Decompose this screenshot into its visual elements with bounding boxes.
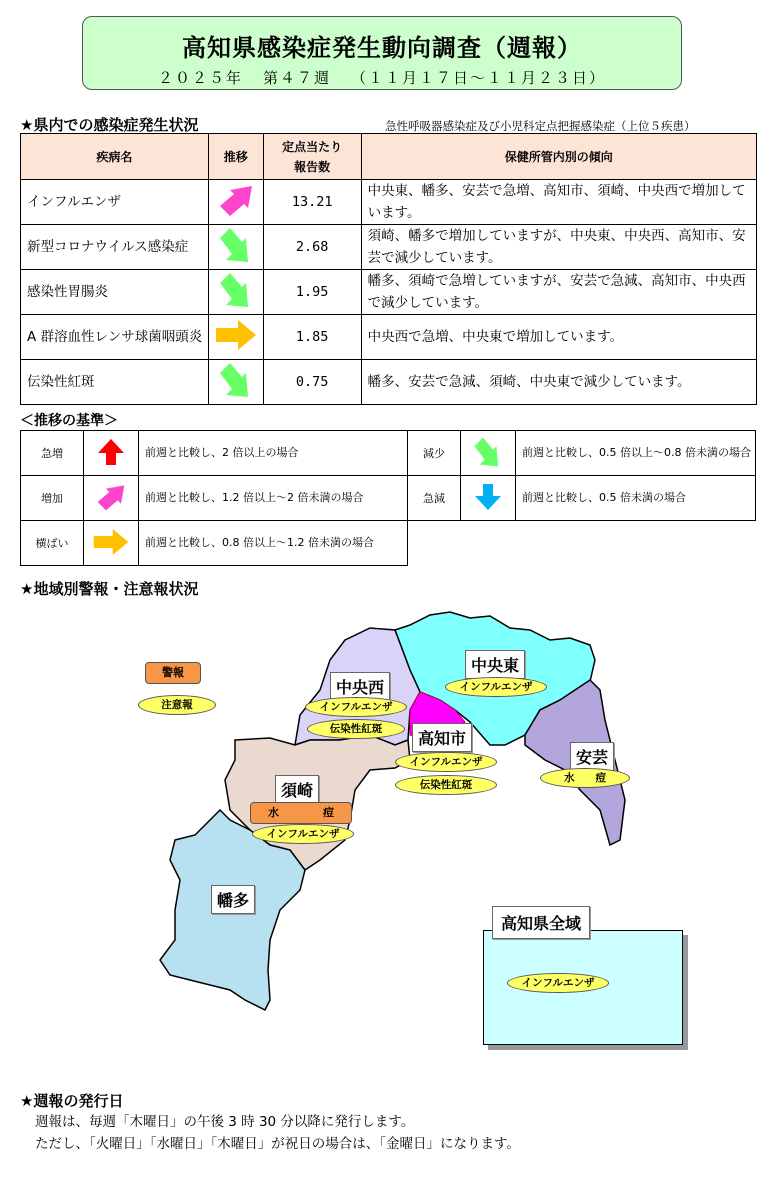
legend-warning-key: 警報 [145, 662, 201, 684]
disease-name: A 群溶血性レンサ球菌咽頭炎 [21, 315, 209, 360]
legend-desc: 前週と比較し、1.2 倍以上～2 倍未満の場合 [139, 476, 408, 521]
legend-label: 減少 [408, 431, 461, 476]
legend-label: 急減 [408, 476, 461, 521]
page-title: 高知県感染症発生動向調査（週報） [182, 34, 582, 62]
warning-badge: 水 痘 [250, 802, 352, 824]
footer-heading: ★週報の発行日 [20, 1092, 124, 1110]
outbreak-heading: ★県内での感染症発生状況 [20, 116, 199, 134]
advisory-badge: インフルエンザ [252, 824, 354, 844]
disease-name: 感染性胃腸炎 [21, 270, 209, 315]
advisory-badge: 伝染性紅斑 [395, 775, 497, 795]
outbreak-note: 急性呼吸器感染症及び小児科定点把握感染症（上位５疾患） [385, 119, 696, 133]
region-label-chuo-nishi: 中央西 [330, 672, 390, 701]
col-trend: 推移 [208, 134, 263, 180]
report-value: 1.85 [263, 315, 361, 360]
region-trend: 須崎、幡多で増加していますが、中央東、中央西、高知市、安芸で減少しています。 [361, 225, 756, 270]
legend-desc: 前週と比較し、0.5 倍以上～0.8 倍未満の場合 [516, 431, 756, 476]
advisory-badge: インフルエンザ [507, 973, 609, 993]
region-trend: 中央東、幡多、安芸で急増、高知市、須崎、中央西で増加しています。 [361, 180, 756, 225]
report-value: 13.21 [263, 180, 361, 225]
region-trend: 幡多、須崎で急増していますが、安芸で急減、高知市、中央西で減少しています。 [361, 270, 756, 315]
region-label-hata: 幡多 [211, 885, 255, 914]
advisory-badge: 水 痘 [540, 768, 630, 788]
col-disease: 疾病名 [21, 134, 209, 180]
advisory-badge: インフルエンザ [445, 677, 547, 697]
region-label-aki: 安芸 [570, 742, 614, 771]
col-value: 定点当たり 報告数 [263, 134, 361, 180]
map-heading: ★地域別警報・注意報状況 [20, 580, 199, 598]
footer-line-2: ただし、「火曜日」「水曜日」「木曜日」が祝日の場合は、「金曜日」になります。 [35, 1136, 520, 1152]
report-dates: （１１月１７日～１１月２３日） [351, 69, 607, 87]
report-value: 2.68 [263, 225, 361, 270]
report-value: 0.75 [263, 360, 361, 405]
legend-desc: 前週と比較し、2 倍以上の場合 [139, 431, 408, 476]
legend-advisory-key: 注意報 [138, 695, 216, 715]
legend-desc: 前週と比較し、0.8 倍以上～1.2 倍未満の場合 [139, 521, 408, 566]
report-year: ２０２５年 [157, 69, 243, 87]
region-trend: 中央西で急増、中央東で増加しています。 [361, 315, 756, 360]
disease-name: 伝染性紅斑 [21, 360, 209, 405]
advisory-badge: インフルエンザ [305, 697, 407, 717]
col-description: 保健所管内別の傾向 [361, 134, 756, 180]
region-label-prefecture: 高知県全域 [492, 906, 590, 939]
legend-desc: 前週と比較し、0.5 倍未満の場合 [516, 476, 756, 521]
legend-label: 増加 [21, 476, 84, 521]
region-label-kochi-city: 高知市 [412, 723, 472, 752]
footer-line-1: 週報は、毎週「木曜日」の午後 3 時 30 分以降に発行します。 [35, 1114, 415, 1130]
advisory-badge: 伝染性紅斑 [307, 719, 405, 739]
disease-name: 新型コロナウイルス感染症 [21, 225, 209, 270]
report-value: 1.95 [263, 270, 361, 315]
advisory-badge: インフルエンザ [395, 752, 497, 772]
legend-label: 急増 [21, 431, 84, 476]
region-label-chuo-higashi: 中央東 [465, 650, 525, 679]
publication-info [20, 1090, 520, 1155]
report-week: 第４７週 [262, 69, 331, 87]
region-label-susaki: 須崎 [275, 775, 319, 804]
legend-heading: ＜推移の基準＞ [20, 413, 118, 429]
disease-name: インフルエンザ [21, 180, 209, 225]
region-trend: 幡多、安芸で急減、須崎、中央東で減少しています。 [361, 360, 756, 405]
legend-label: 横ばい [21, 521, 84, 566]
